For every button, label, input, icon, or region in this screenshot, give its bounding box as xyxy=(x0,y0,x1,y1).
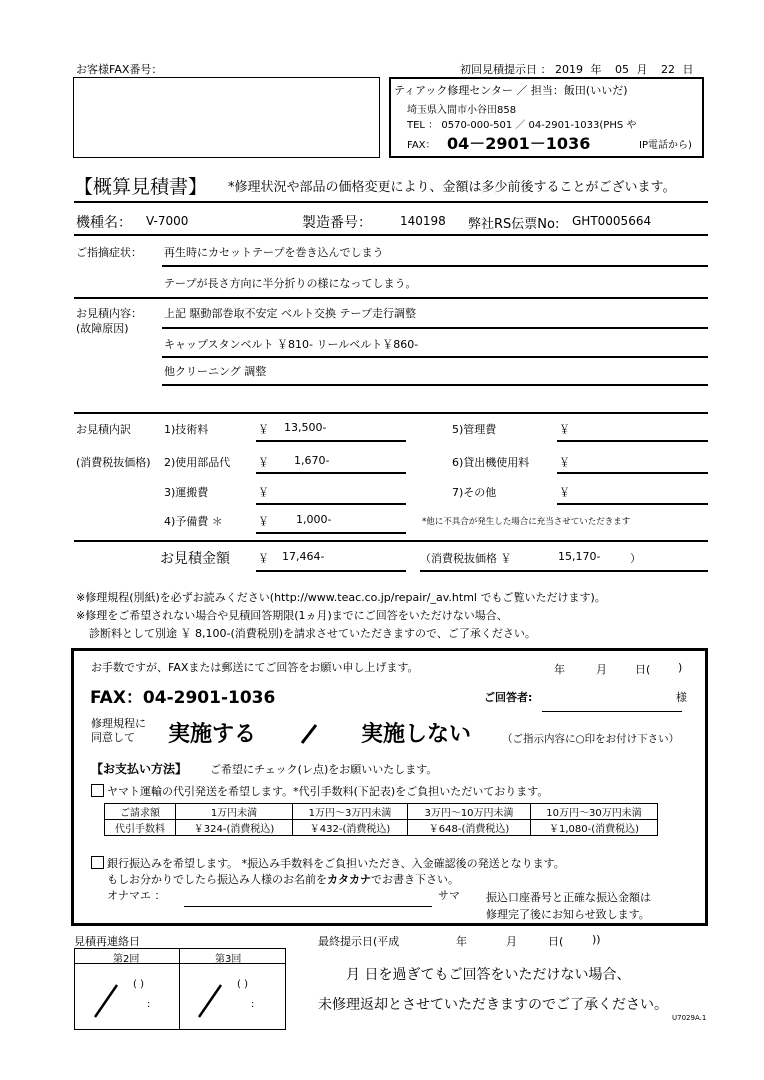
bank-note-1: 振込口座番号と正確な振込金額は xyxy=(486,891,651,904)
slash-icon xyxy=(89,981,123,1021)
divider xyxy=(557,440,708,442)
content-line-1: 上記 駆動部巻取不安定 ベルト交換 テープ走行調整 xyxy=(164,307,416,320)
note-line-2: ※修理をご希望されない場合や見積回答期限(1ヵ月)までにご回答をいただけない場合、 xyxy=(76,609,508,622)
bank-line-2c: でお書き下さい。 xyxy=(371,873,459,886)
table-cell: ￥324-(消費税込) xyxy=(176,820,293,836)
divider xyxy=(557,503,708,505)
slip-value: GHT0005664 xyxy=(572,214,652,228)
yen-sign: ￥ xyxy=(258,515,269,528)
reply-day-close: ) xyxy=(678,661,683,674)
divider xyxy=(74,234,708,236)
divider xyxy=(420,570,708,572)
circle-instruction: （ご指示内容に○印をお付け下さい） xyxy=(502,733,680,745)
item-3-label: 3)運搬費 xyxy=(164,486,209,499)
table-cell: 1万円～3万円未満 xyxy=(293,804,408,820)
recontact-table xyxy=(74,948,286,1030)
reply-day: 日( xyxy=(635,663,651,676)
divider xyxy=(74,412,708,414)
divider xyxy=(162,356,708,358)
divider xyxy=(557,472,708,474)
cod-checkbox[interactable] xyxy=(91,784,104,797)
divider xyxy=(75,963,285,964)
yen-sign: ￥ xyxy=(559,423,570,436)
total-label: お見積金額 xyxy=(160,551,230,567)
customer-fax-input[interactable] xyxy=(73,77,380,158)
cause-label: (故障原因) xyxy=(76,322,129,335)
responder-label: ご回答者: xyxy=(484,691,533,704)
final-month: 月 xyxy=(506,935,517,948)
item-2-label: 2)使用部品代 xyxy=(164,456,231,469)
bank-name-instruction xyxy=(107,871,459,887)
col-3rd-header: 第3回 xyxy=(215,954,242,965)
date-year: 2019 xyxy=(555,63,583,76)
do-repair-option[interactable]: 実施する xyxy=(168,722,257,747)
final-year: 年 xyxy=(456,935,467,948)
bank-transfer-checkbox[interactable] xyxy=(91,856,104,869)
table-cell: ご請求額 xyxy=(105,804,176,820)
yen-sign: ￥ xyxy=(258,456,269,469)
yen-sign: ￥ xyxy=(559,486,570,499)
divider xyxy=(74,297,708,299)
dont-repair-option[interactable]: 実施しない xyxy=(361,722,472,747)
tax-price-value: 15,170- xyxy=(558,550,601,563)
tax-price-close: ） xyxy=(630,552,641,565)
customer-fax-label: お客様FAX番号： xyxy=(76,63,163,76)
final-date-label: 最終提示日(平成 xyxy=(318,935,400,948)
yen-sign: ￥ xyxy=(559,456,570,469)
item-2-value: 1,670- xyxy=(294,454,330,467)
responder-sama: 様 xyxy=(676,691,687,704)
serial-label: 製造番号： xyxy=(302,215,372,231)
table-cell: ￥432-(消費税込) xyxy=(293,820,408,836)
item-1-label: 1)技術料 xyxy=(164,423,209,436)
center-fax-note: IP電話から) xyxy=(639,140,692,151)
deadline-line-2: 未修理返却とさせていただきますのでご了承ください。 xyxy=(318,997,668,1013)
responder-input[interactable] xyxy=(542,711,682,712)
final-close: )) xyxy=(592,933,601,946)
colon-2nd: : xyxy=(147,999,151,1010)
divider xyxy=(256,503,406,505)
final-day: 日( xyxy=(548,935,564,948)
reply-fax-number: FAX：04-2901-1036 xyxy=(90,688,276,708)
symptom-label: ご指摘症状： xyxy=(76,246,142,259)
paren-2nd: ( ) xyxy=(133,979,144,990)
reply-month: 月 xyxy=(596,663,607,676)
deadline-line-1: 月 日を過ぎてもご回答をいただけない場合、 xyxy=(346,967,631,983)
repair-center-box xyxy=(389,77,704,158)
date-day: 22 xyxy=(661,63,675,76)
slip-label: 弊社RS伝票No: xyxy=(468,217,560,232)
date-year-unit: 年 xyxy=(590,63,602,76)
center-address: 埼玉県入間市小谷田858 xyxy=(407,105,517,116)
date-label: 初回見積提示日 ： xyxy=(460,63,552,76)
table-row xyxy=(105,820,658,836)
divider xyxy=(256,440,406,442)
payer-name-input[interactable] xyxy=(184,906,432,907)
table-cell: ￥648-(消費税込) xyxy=(408,820,531,836)
payment-title: 【お支払い方法】 xyxy=(91,762,188,776)
reply-intro: お手数ですが、FAXまたは郵送にてご回答をお願い申し上げます。 xyxy=(91,661,419,674)
table-cell: 10万円～30万円未満 xyxy=(531,804,658,820)
divider xyxy=(162,384,708,386)
symptom-line-1: 再生時にカセットテープを巻き込んでしまう xyxy=(164,246,384,259)
center-name: ティアック修理センター ／ 担当：飯田(いいだ) xyxy=(394,84,628,97)
breakdown-tax-label: (消費税抜価格) xyxy=(76,456,151,469)
model-label: 機種名： xyxy=(76,215,132,231)
divider xyxy=(256,472,406,474)
reply-box xyxy=(71,648,708,926)
date-month-unit: 月 xyxy=(636,63,648,76)
total-yen: ￥ xyxy=(258,552,269,565)
yen-sign: ￥ xyxy=(258,486,269,499)
item-6-label: 6)貸出機使用料 xyxy=(452,456,530,469)
center-tel: TEL ： 0570-000-501 ／ 04-2901-1033(PHS や xyxy=(407,120,637,131)
item-4-label: 4)予備費 ＊ xyxy=(164,515,223,528)
content-line-2: キャップスタンベルト ￥810- リールベルト￥860- xyxy=(164,338,419,351)
divider xyxy=(179,949,180,1029)
table-cell: 1万円未満 xyxy=(176,804,293,820)
item-5-label: 5)管理費 xyxy=(452,423,497,436)
colon-3rd: : xyxy=(251,999,255,1010)
item-1-value: 13,500- xyxy=(284,421,327,434)
payment-desc: ご希望にチェック(レ点)をお願いいたします。 xyxy=(210,763,438,776)
date-month: 05 xyxy=(615,63,629,76)
divider xyxy=(256,570,406,572)
table-cell: 代引手数料 xyxy=(105,820,176,836)
item-7-label: 7)その他 xyxy=(452,486,497,499)
recontact-label: 見積再連絡日 xyxy=(74,935,140,948)
slash-separator-icon xyxy=(296,721,322,747)
reply-year: 年 xyxy=(554,663,565,676)
col-2nd-header: 第2回 xyxy=(113,954,140,965)
cod-fee-table xyxy=(104,803,658,836)
total-value: 17,464- xyxy=(282,550,325,563)
agree-label-2: 同意して xyxy=(91,731,135,744)
page-title: 【概算見積書】 xyxy=(74,176,208,198)
serial-value: 140198 xyxy=(400,214,446,228)
model-value: V-7000 xyxy=(146,214,189,228)
center-fax-number: 04－2901－1036 xyxy=(447,134,591,153)
table-cell: ￥1,080-(消費税込) xyxy=(531,820,658,836)
title-note: *修理状況や部品の価格変更により、金額は多少前後することがございます。 xyxy=(228,180,676,195)
divider xyxy=(256,532,406,534)
table-cell: 3万円～10万円未満 xyxy=(408,804,531,820)
bank-line-2a: もしお分かりでしたら振込み人様のお名前を xyxy=(107,873,327,886)
yen-sign: ￥ xyxy=(258,423,269,436)
bank-note-2: 修理完了後にお知らせ致します。 xyxy=(486,908,650,921)
divider xyxy=(162,327,708,329)
divider xyxy=(74,540,708,542)
note-line-1: ※修理規程(別紙)を必ずお読みください(http://www.teac.co.jp/repair/_av.html でもご覧いただけます)。 xyxy=(76,591,606,604)
divider xyxy=(162,265,708,267)
item-4-value: 1,000- xyxy=(296,513,332,526)
center-fax-label: FAX： xyxy=(407,140,436,151)
content-line-3: 他クリーニング 調整 xyxy=(164,365,267,378)
table-row xyxy=(105,804,658,820)
bank-transfer-label: 銀行振込みを希望します。 *振込み手数料をご負担いただき、入金確認後の発送となります。 xyxy=(107,857,565,870)
sama-label: サマ xyxy=(438,889,460,902)
bank-line-2b: カタカナ xyxy=(327,873,371,886)
date-day-unit: 日 xyxy=(682,63,694,76)
form-code: U7029A.1 xyxy=(672,1014,707,1022)
symptom-line-2: テープが長さ方向に半分折りの様になってしまう。 xyxy=(164,277,417,290)
agree-label-1: 修理規程に xyxy=(91,717,146,730)
first-estimate-date xyxy=(460,61,694,77)
note-line-3: 診断料として別途 ￥ 8,100-(消費税別)を請求させていただきますので、ご了承ください。 xyxy=(89,627,536,640)
onamae-label: オナマエ ： xyxy=(107,889,166,902)
tax-price-label: （消費税抜価格 ￥ xyxy=(420,552,512,565)
divider xyxy=(74,201,708,203)
content-label: お見積内容： xyxy=(76,307,142,320)
cod-label: ヤマト運輸の代引発送を希望します。*代引手数料(下記表)をご負担いただいております。 xyxy=(107,785,549,798)
reserve-note: *他に不具合が発生した場合に充当させていただきます xyxy=(422,517,631,527)
slash-icon xyxy=(193,981,227,1021)
paren-3rd: ( ) xyxy=(237,979,248,990)
breakdown-label: お見積内訳 xyxy=(76,423,131,436)
